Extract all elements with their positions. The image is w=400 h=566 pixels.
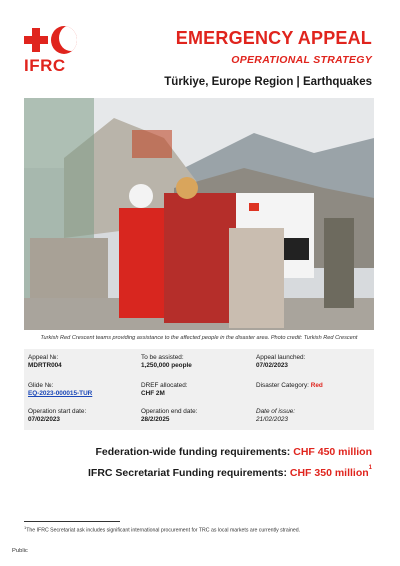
operation-start-value: 07/02/2023 (28, 416, 60, 423)
appeal-info-table (24, 349, 374, 430)
glide-link[interactable]: EQ-2023-000015-TUR (28, 390, 93, 397)
operation-start-cell (28, 408, 86, 424)
region-heading: Türkiye, Europe Region | Earthquakes (164, 76, 372, 88)
footnote-mark: 1 (24, 525, 27, 530)
cover-photo (24, 98, 374, 330)
footnote-text: The IFRC Secretariat ask includes significant international procurement for TRC as local markets are currently strained. (26, 527, 301, 534)
photo-caption: Turkish Red Crescent teams providing assistance to the affected people in the disaster area. Photo credit: Turkish Red Crescent (40, 335, 358, 341)
date-of-issue-cell (256, 408, 295, 424)
federation-funding-label: Federation-wide funding requirements: (95, 446, 291, 458)
classification-label: Public (12, 548, 28, 554)
operation-end-cell (141, 408, 198, 424)
disaster-category-cell (256, 382, 323, 390)
secretariat-funding-label: IFRC Secretariat Funding requirements: (88, 467, 287, 479)
dref-label: DREF allocated: (141, 382, 188, 389)
date-of-issue-value: 21/02/2023 (256, 416, 288, 423)
to-be-assisted-label: To be assisted: (141, 354, 184, 361)
federation-funding-amount: CHF 450 million (293, 446, 372, 458)
appeal-launched-label: Appeal launched: (256, 354, 306, 361)
to-be-assisted-value: 1,250,000 people (141, 362, 192, 369)
logo-wordmark: IFRC (24, 56, 66, 75)
page-subtitle: OPERATIONAL STRATEGY (231, 54, 372, 66)
appeal-number-cell (28, 354, 62, 370)
ifrc-logo (24, 24, 76, 76)
operation-start-label: Operation start date: (28, 408, 87, 415)
glide-label: Glide №: (28, 382, 54, 389)
red-crescent-icon (51, 26, 77, 54)
operation-end-value: 28/2/2025 (141, 416, 170, 423)
red-cross-icon (24, 28, 48, 52)
secretariat-funding-line (88, 467, 372, 479)
date-of-issue-label: Date of issue: (256, 408, 296, 415)
disaster-category-label: Disaster Category: (256, 382, 309, 389)
glide-cell (28, 382, 92, 398)
dref-value: CHF 2M (141, 390, 165, 397)
to-be-assisted-cell (141, 354, 192, 370)
secretariat-funding-amount: CHF 350 million (289, 467, 369, 479)
dref-cell (141, 382, 188, 398)
appeal-number-value: MDRTR004 (28, 362, 62, 369)
federation-funding-line (95, 446, 372, 458)
operation-end-label: Operation end date: (141, 408, 198, 415)
appeal-launched-cell (256, 354, 305, 370)
appeal-number-label: Appeal №: (28, 354, 59, 361)
appeal-launched-value: 07/02/2023 (256, 362, 288, 369)
footnote (24, 525, 300, 534)
footnote-reference[interactable]: 1 (368, 465, 372, 471)
page-title: EMERGENCY APPEAL (175, 28, 372, 48)
footnote-divider (24, 521, 120, 522)
disaster-category-value: Red (310, 382, 323, 389)
